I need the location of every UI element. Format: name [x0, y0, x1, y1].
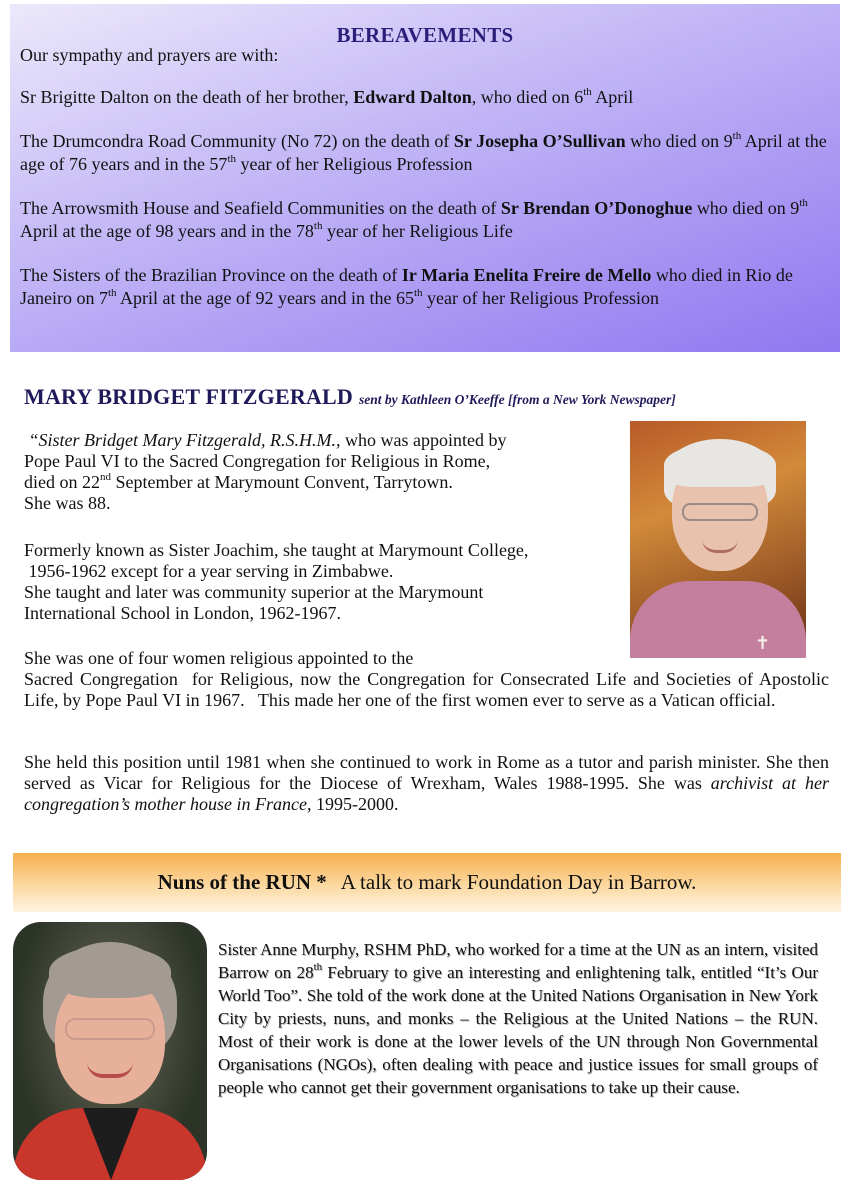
photo-sweater [630, 581, 806, 658]
fitzgerald-paragraph-2 [24, 540, 624, 624]
ordinal-suffix: th [313, 220, 323, 232]
text-span: Sister Anne Murphy, RSHM PhD, who worked for a time at the UN as an intern, visited Barrow on 28 [218, 940, 818, 982]
fitzgerald-paragraph-3 [24, 648, 834, 711]
quoted-name: “Sister Bridget Mary Fitzgerald, R.S.H.M., [28, 430, 341, 450]
entry-text: April at the age of 92 years and in the 65 [116, 288, 414, 308]
entry-text: The Sisters of the Brazilian Province on the death of [20, 265, 402, 285]
entry-text: , who died on 6 [471, 87, 584, 107]
ordinal-suffix: th [313, 961, 323, 974]
entry-text: who died in Rio de Janeiro on 7 [20, 265, 793, 308]
deceased-name: Sr Josepha O’Sullivan [453, 131, 626, 151]
bereavements-box [10, 4, 840, 352]
entry-text: year of her Religious Life [322, 221, 513, 241]
bereavement-entry-mello [20, 264, 830, 310]
entry-text: The Drumcondra Road Community (No 72) on the death of [20, 131, 454, 151]
deceased-name: Edward Dalton [353, 87, 472, 107]
murphy-photo [13, 922, 207, 1180]
text-span: She held this position until 1981 when she continued to work in Rome as a tutor and parish minister. She then served as Vicar for Religious for the Diocese of Wrexham, Wales 1988-1995. She was [24, 752, 829, 793]
text-line: Pope Paul VI to the Sacred Congregation for Religious in Rome, [24, 451, 491, 471]
text-line: International School in London, 1962-1967. [24, 603, 341, 623]
ordinal-suffix: nd [100, 471, 111, 483]
bereavement-entry-odonoghue [20, 197, 830, 243]
photo-hair-fringe [664, 443, 776, 487]
fitzgerald-title: MARY BRIDGET FITZGERALD [24, 384, 353, 409]
ordinal-suffix: th [732, 130, 742, 142]
text-span: February to give an interesting and enlightening talk, entitled “It’s Our World Too”. She told of the work done at the United Nations Organisation in New York City by priests, nuns, and monks – the Religious at the United Nations – the RUN. Most of their work is done at the lower levels of the UN through Non Governmental Organisations (NGOs), often dealing with peace and justice issues for small groups of people who cannot get their government organisations to take up their cause. [218, 963, 818, 1097]
entry-text: year of her Religious Profession [236, 154, 473, 174]
glasses-icon [65, 1018, 155, 1040]
ordinal-suffix: th [799, 197, 808, 209]
text-line: Formerly known as Sister Joachim, she taught at Marymount College, [24, 540, 529, 560]
photo-hair-fringe [49, 946, 171, 998]
glasses-icon [682, 503, 758, 521]
deceased-name: Ir Maria Enelita Freire de Mello [401, 265, 652, 285]
entry-text: The Arrowsmith House and Seafield Communities on the death of [20, 198, 501, 218]
bereavements-intro: Our sympathy and prayers are with: [20, 45, 279, 65]
italic-span: archivist at her congregation’s mother house in France [24, 773, 829, 814]
ordinal-suffix: th [227, 153, 236, 165]
entry-text: April at the age of 98 years and in the 78 [20, 221, 314, 241]
text-span: died on 22 [24, 472, 100, 492]
entry-text: year of her Religious Profession [422, 288, 659, 308]
fitzgerald-paragraph-1 [24, 430, 624, 514]
run-paragraph [218, 938, 818, 1099]
entry-text: April [591, 87, 634, 107]
ordinal-suffix: th [583, 86, 592, 98]
run-banner [13, 853, 841, 912]
entry-text: Sr Brigitte Dalton on the death of her brother, [20, 87, 354, 107]
text-span: September at Marymount Convent, Tarrytown. [111, 472, 453, 492]
ordinal-suffix: th [413, 287, 423, 299]
bereavements-title: BEREAVEMENTS [336, 23, 514, 47]
fitzgerald-credit: sent by Kathleen O’Keeffe [from a New York Newspaper] [358, 392, 676, 407]
entry-text: April at the age of 76 years and in the 57 [20, 131, 827, 174]
text-line [24, 472, 624, 493]
cross-pendant-icon: ✝ [755, 633, 771, 654]
run-title: Nuns of the RUN * [157, 870, 327, 894]
fitzgerald-photo [630, 421, 806, 658]
entry-text: who died on 9 [692, 198, 800, 218]
text-span: , 1995-2000. [306, 794, 399, 814]
text-line: She was one of four women religious appointed to the [24, 648, 414, 668]
text-line [24, 430, 624, 451]
bereavement-entry-dalton [20, 86, 830, 109]
run-subtitle: A talk to mark Foundation Day in Barrow. [340, 870, 697, 894]
text-line: 1956-1962 except for a year serving in Zimbabwe. [24, 561, 394, 581]
bereavement-entry-osullivan [20, 130, 830, 176]
text-span: who was appointed by [340, 430, 507, 450]
deceased-name: Sr Brendan O’Donoghue [500, 198, 693, 218]
ordinal-suffix: th [107, 287, 117, 299]
text-line: She was 88. [24, 493, 111, 513]
text-block: Sacred Congregation for Religious, now the Congregation for Consecrated Life and Societies of Apostolic Life, by Pope Paul VI in 1967. This made her one of the first women ever to serve as a Vatican official. [24, 669, 834, 710]
fitzgerald-heading [24, 384, 834, 410]
fitzgerald-paragraph-4 [24, 752, 829, 815]
text-line: She taught and later was community superior at the Marymount [24, 582, 484, 602]
entry-text: who died on 9 [625, 131, 733, 151]
